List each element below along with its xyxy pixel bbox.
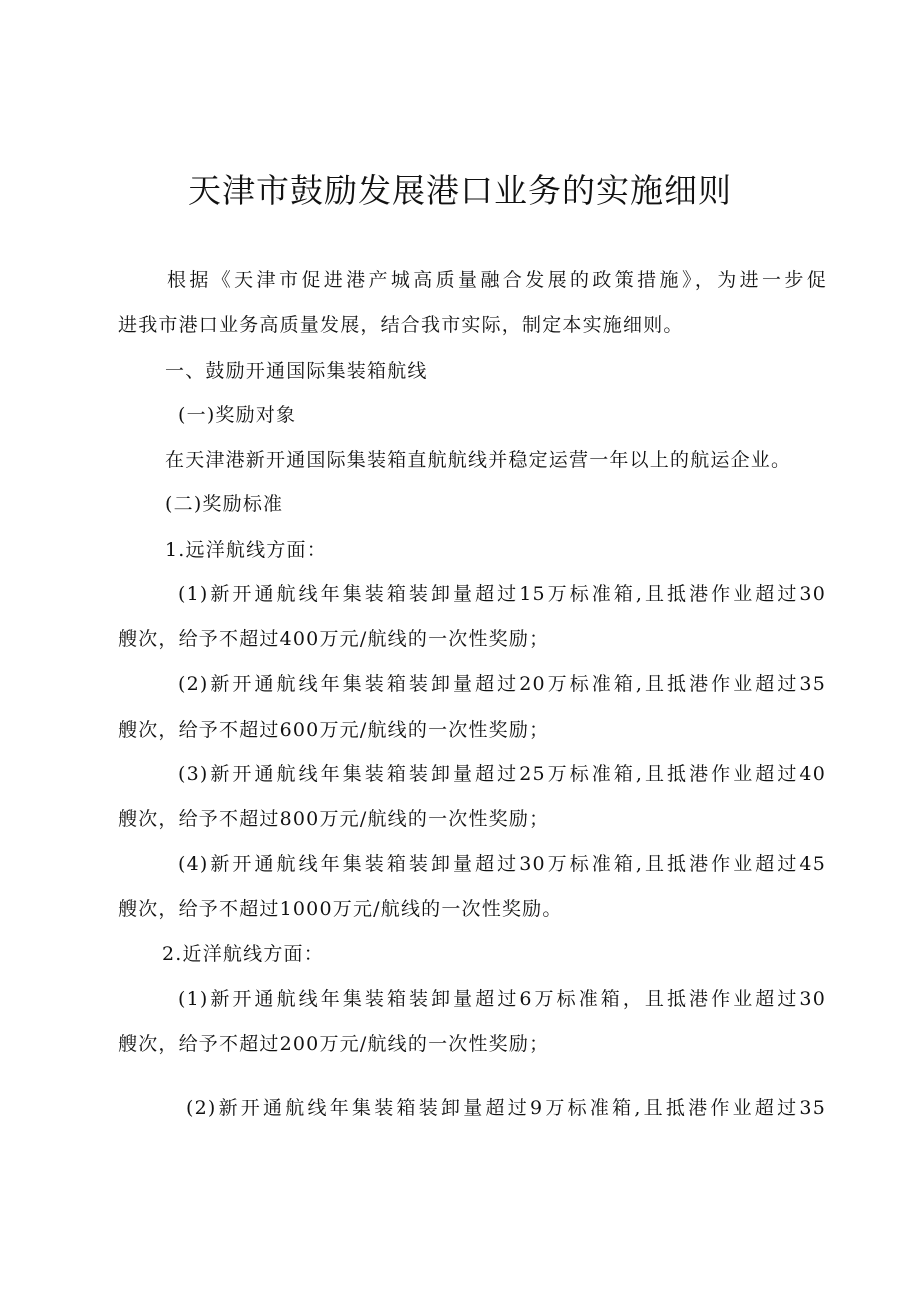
- nearsea-routes-heading: 2.近洋航线方面：: [162, 943, 324, 965]
- document-title: 天津市鼓励发展港口业务的实施细则: [188, 171, 732, 210]
- subsection-heading-reward-target: (一)奖励对象: [178, 404, 297, 426]
- section-heading-1: 一、鼓励开通国际集装箱航线: [165, 360, 428, 382]
- ocean-item-1-line-2: 艘次，给予不超过400万元/航线的一次性奖励；: [118, 628, 550, 650]
- nearsea-item-1-line-2: 艘次，给予不超过200万元/航线的一次性奖励；: [118, 1033, 550, 1055]
- ocean-item-4-line-2: 艘次，给予不超过1000万元/航线的一次性奖励。: [118, 898, 563, 920]
- reward-target-text: 在天津港新开通国际集装箱直航航线并稳定运营一年以上的航运企业。: [165, 449, 792, 471]
- intro-paragraph-line-2: 进我市港口业务高质量发展，结合我市实际，制定本实施细则。: [118, 314, 684, 336]
- nearsea-item-1-line-1: (1)新开通航线年集装箱装卸量超过6万标准箱，且抵港作业超过30: [178, 988, 826, 1010]
- ocean-routes-heading: 1.远洋航线方面：: [165, 539, 327, 561]
- ocean-item-2-line-2: 艘次，给予不超过600万元/航线的一次性奖励；: [118, 719, 550, 741]
- ocean-item-3-line-1: (3)新开通航线年集装箱装卸量超过25万标准箱,且抵港作业超过40: [178, 763, 826, 785]
- ocean-item-3-line-2: 艘次，给予不超过800万元/航线的一次性奖励；: [118, 808, 550, 830]
- ocean-item-4-line-1: (4)新开通航线年集装箱装卸量超过30万标准箱,且抵港作业超过45: [178, 853, 826, 875]
- subsection-heading-reward-standard: (二)奖励标准: [165, 493, 284, 515]
- nearsea-item-2-line-1: (2)新开通航线年集装箱装卸量超过9万标准箱,且抵港作业超过35: [186, 1097, 826, 1119]
- intro-paragraph-line-1: 根据《天津市促进港产城高质量融合发展的政策措施》，为进一步促: [167, 269, 827, 291]
- ocean-item-2-line-1: (2)新开通航线年集装箱装卸量超过20万标准箱,且抵港作业超过35: [178, 673, 826, 695]
- ocean-item-1-line-1: (1)新开通航线年集装箱装卸量超过15万标准箱,且抵港作业超过30: [178, 583, 826, 605]
